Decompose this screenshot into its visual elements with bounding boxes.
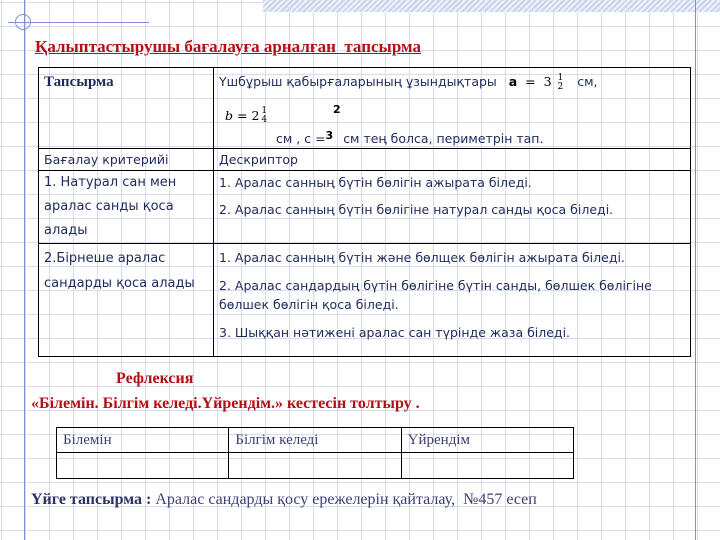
reflection-subtitle: «Білемін. Білгім келеді.Үйрендім.» кестесін толтыру . [31,395,420,412]
formula-a-den: 2 [557,81,564,92]
task-text-3: см тең болса, периметрін тап. [343,130,544,146]
margin-line-left [24,0,25,540]
criteria-header-row [39,148,691,170]
decorative-hatch-band [263,0,720,12]
formula-b: b = 2 1 4 [225,106,268,125]
reflection-title: Рефлексия [116,370,194,387]
criteria-row [39,170,691,243]
task-line-1 [219,72,685,92]
reflection-col-want: Білгім келеді [229,428,401,453]
margin-line-right [695,0,696,540]
formula-a: a = 3 1 2 [508,72,564,92]
task-content-cell [214,68,691,149]
reflection-input-row [57,453,574,479]
task-text-2-label: см , с = [276,130,326,146]
homework-label: Үйге тапсырма : [31,491,152,508]
formula-c-fraction [333,104,341,125]
task-header-cell [39,68,214,149]
descriptor-1-2: 2. Аралас санның бүтін бөлігіне натурал санды қоса біледі. [219,201,614,217]
formula-b-fraction [261,107,267,125]
descriptor-2-3: 3. Шыққан нәтижені аралас сан түрінде жаза біледі. [219,324,571,340]
descriptor-header: Дескриптор [214,148,691,170]
task-table [38,67,691,357]
task-text-2 [276,126,543,148]
descriptor-cell-1 [214,170,691,243]
criteria-header: Бағалау критерийі [39,148,214,170]
criterion-2: 2.Бірнеше аралас сандарды қоса алады [39,243,214,356]
formula-a-fraction [558,74,564,92]
reflection-col-know: Білемін [57,428,229,453]
reflection-cell-know[interactable] [57,453,229,479]
formula-a-num: 1 [557,72,564,83]
descriptor-2-2: 2. Аралас сандардың бүтін бөлігіне бүтін санды, бөлшек бөлігіне бөлшек бөлігін қоса біледі. [219,277,652,312]
corner-circle-icon [15,14,31,30]
reflection-col-learned: Үйрендім [401,428,573,453]
reflection-table [56,427,574,479]
formula-b-var: b [225,107,234,123]
homework-text: Аралас сандарды қосу ережелерін қайталау, №457 есеп [151,491,537,508]
task-line-2 [219,102,685,146]
formula-b-num: 1 [261,106,268,116]
reflection-cell-learned[interactable] [401,453,573,479]
formula-a-whole: 3 [543,74,552,89]
homework [31,491,537,509]
reflection-cell-want[interactable] [229,453,401,479]
task-header-label: Тапсырма [44,74,114,90]
descriptor-1-1: 1. Аралас санның бүтін бөлігін ажырата біледі. [219,174,532,190]
formula-a-var: a [508,74,518,89]
formula-c-num: 2 [333,102,341,116]
formula-b-den: 4 [261,115,268,125]
descriptor-cell-2 [214,243,691,356]
formula-b-whole: 2 [251,107,260,123]
descriptor-2-1: 1. Аралас санның бүтін және бөлщек бөлігін ажырата біледі. [219,249,625,265]
unit-after-a: см, [577,74,598,89]
task-text-1: Үшбұрыш қабырғаларының ұзындықтары [219,74,497,89]
criteria-row [39,243,691,356]
page-title: Қалыптастырушы бағалауға арналған тапсырма [35,37,421,56]
criterion-1: 1. Натурал сан мен аралас санды қоса алады [39,170,214,243]
task-row [39,68,691,149]
reflection-header-row [57,428,574,453]
formula-c-den: 3 [325,128,334,142]
